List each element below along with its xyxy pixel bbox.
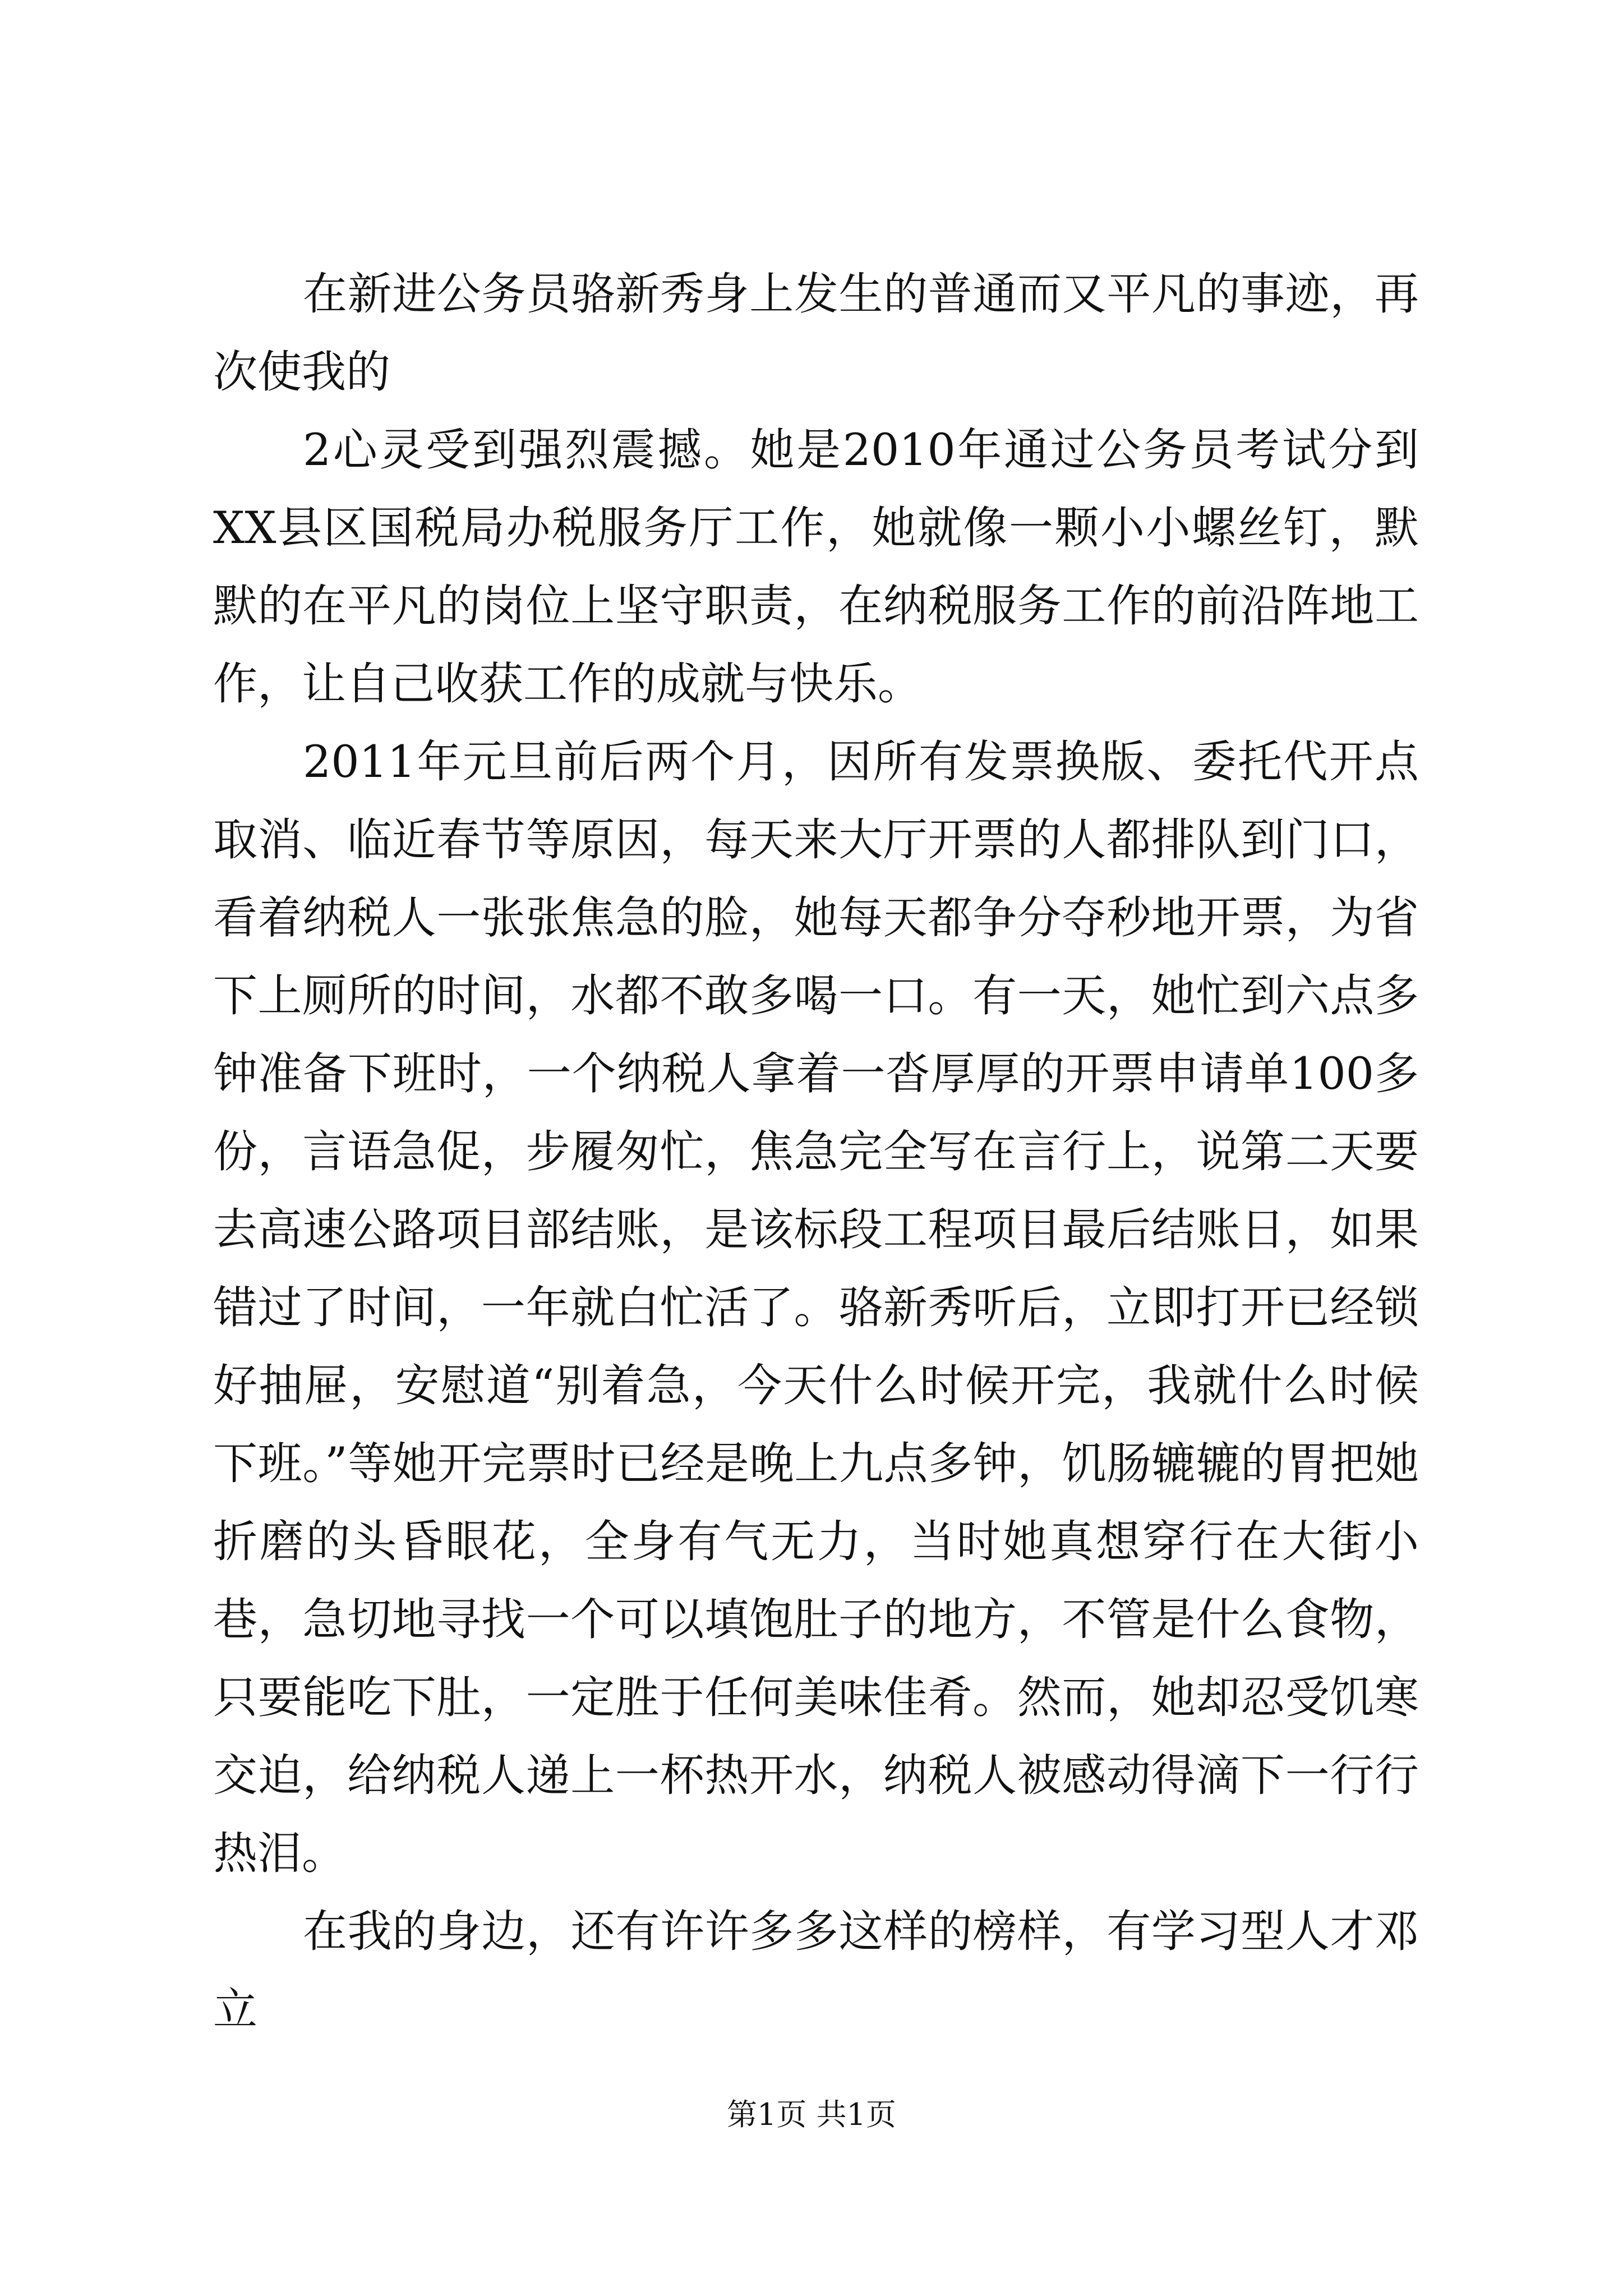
paragraph-4: 在我的身边，还有许许多多这样的榜样，有学习型人才邓立 xyxy=(213,1906,1419,2035)
page-footer: 第1页 共1页 xyxy=(727,2097,896,2132)
paragraph-2: 2心灵受到强烈震撼。她是2010年通过公务员考试分到XX县区国税局办税服务厅工作，她就像一颗小小螺丝钉，默默的在平凡的岗位上坚守职责，在纳税服务工作的前沿阵地工作，让自己收获工作的成就与快乐。 xyxy=(213,424,1419,710)
paragraph-3: 2011年元旦前后两个月，因所有发票换版、委托代开点取消、临近春节等原因，每天来大厅开票的人都排队到门口，看着纳税人一张张焦急的脸，她每天都争分夺秒地开票，为省下上厕所的时间，水都不敢多喝一口。有一天，她忙到六点多钟准备下班时，一个纳税人拿着一沓厚厚的开票申请单100多份，言语急促，步履匆忙，焦急完全写在言行上，说第二天要去高速公路项目部结账，是该标段工程项目最后结账日，如果错过了时间，一年就白忙活了。骆新秀听后，立即打开已经锁好抽屉，安慰道“别着急，今天什么时候开完，我就什么时候下班。”等她开完票时已经是晚上九点多钟，饥肠辘辘的胃把她折磨的头昏眼花，全身有气无力，当时她真想穿行在大街小巷，急切地寻找一个可以填饱肚子的地方，不管是什么食物，只要能吃下肚，一定胜于任何美味佳肴。然而，她却忍受饥寒交迫，给纳税人递上一杯热开水，纳税人被感动得滴下一行行热泪。 xyxy=(213,736,1419,1879)
document-body xyxy=(213,255,1419,2049)
paragraph-1: 在新进公务员骆新秀身上发生的普通而又平凡的事迹，再次使我的 xyxy=(213,268,1419,398)
